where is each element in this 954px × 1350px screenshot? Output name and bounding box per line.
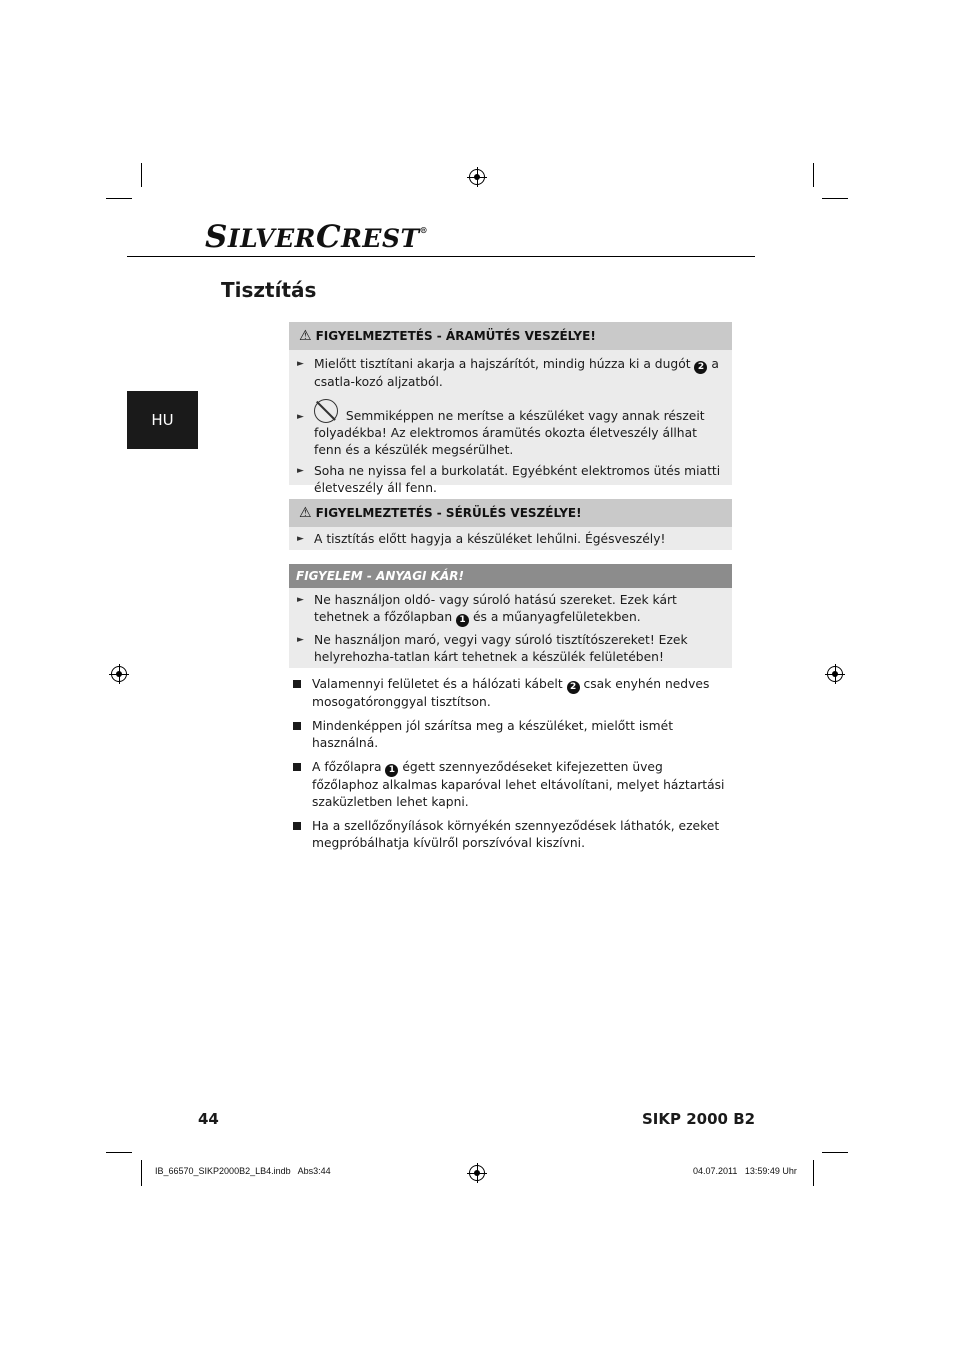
print-date-info: 04.07.2011 13:59:49 Uhr xyxy=(693,1166,797,1176)
warning-injury-heading: ⚠ FIGYELMEZTETÉS - SÉRÜLÉS VESZÉLYE! xyxy=(289,499,732,527)
part-number-badge: 1 xyxy=(456,614,469,627)
warning-triangle-icon: ⚠ xyxy=(299,504,312,521)
page-number: 44 xyxy=(198,1110,219,1128)
part-number-badge: 2 xyxy=(567,681,580,694)
warning-electric-heading: ⚠ FIGYELMEZTETÉS - ÁRAMÜTÉS VESZÉLYE! xyxy=(289,322,732,350)
list-item: Mindenképpen jól szárítsa meg a készüléket, mielőtt ismét használná. xyxy=(293,718,733,752)
list-item: Valamennyi felületet és a hálózati kábelt 2 csak enyhén nedves mosogatóronggyal tisztítson. xyxy=(293,676,733,711)
crop-mark xyxy=(822,1152,848,1153)
language-tab: HU xyxy=(127,391,198,449)
crop-mark xyxy=(141,1160,142,1186)
warning-item: ► Soha ne nyissa fel a burkolatát. Egyébként elektromos ütés miatti életveszély áll fenn. xyxy=(297,464,721,495)
registration-mark-icon xyxy=(827,666,843,682)
header-rule xyxy=(127,256,755,257)
registration-mark-icon xyxy=(469,169,485,185)
crop-mark xyxy=(141,163,142,187)
arrow-right-icon: ► xyxy=(297,635,304,645)
attention-heading: FIGYELEM - ANYAGI KÁR! xyxy=(289,564,732,588)
page-title: Tisztítás xyxy=(221,278,317,302)
warning-triangle-icon: ⚠ xyxy=(299,327,312,344)
warning-item: ► Semmiképpen ne merítse a készüléket vagy annak részeit folyadékba! Az elektromos áramütés okozta életveszély állhat fenn és a készülék megsérülhet. xyxy=(289,399,732,459)
crop-mark xyxy=(822,198,848,199)
crop-mark xyxy=(813,163,814,187)
registration-mark-icon xyxy=(111,666,127,682)
model-number: SIKP 2000 B2 xyxy=(642,1110,756,1128)
arrow-right-icon: ► xyxy=(297,534,304,544)
arrow-right-icon: ► xyxy=(297,412,304,422)
warning-injury-box xyxy=(289,499,732,550)
crop-mark xyxy=(106,1152,132,1153)
square-bullet-icon xyxy=(293,822,301,830)
crop-mark xyxy=(813,1160,814,1186)
warning-item: ► Mielőtt tisztítani akarja a hajszárítót, mindig húzza ki a dugót 2 a csatla-kozó aljzatból. xyxy=(297,357,719,389)
part-number-badge: 2 xyxy=(694,361,707,374)
crop-mark xyxy=(106,198,132,199)
brand-logo: SILVERCREST® xyxy=(205,219,429,255)
cleaning-instructions-list xyxy=(293,676,733,859)
attention-item: ► Ne használjon maró, vegyi vagy súroló tisztítószereket! Ezek helyrehozha-tatlan kárt tehetnek a készülék felületében! xyxy=(297,633,688,664)
part-number-badge: 1 xyxy=(385,764,398,777)
arrow-right-icon: ► xyxy=(297,466,304,476)
list-item: A főzőlapra 1 égett szennyeződéseket kifejezetten üveg főzőlaphoz alkalmas kaparóval lehet eltávolítani, melyet háztartási szaküzletben lehet kapni. xyxy=(293,759,733,811)
no-immersion-icon xyxy=(314,399,338,423)
square-bullet-icon xyxy=(293,680,301,688)
warning-electric-box xyxy=(289,322,732,495)
attention-box xyxy=(289,564,732,668)
list-item: Ha a szellőzőnyílások környékén szennyeződések láthatók, ezeket megpróbálhatja kívülről porszívóval kiszívni. xyxy=(293,818,733,852)
warning-item: ► A tisztítás előtt hagyja a készüléket lehűlni. Égésveszély! xyxy=(297,532,666,546)
arrow-right-icon: ► xyxy=(297,359,304,369)
print-file-info: IB_66570_SIKP2000B2_LB4.indb Abs3:44 xyxy=(155,1166,331,1176)
attention-item: ► Ne használjon oldó- vagy súroló hatású szereket. Ezek kárt tehetnek a főzőlapban 1 és a műanyagfelületekben. xyxy=(297,593,677,625)
arrow-right-icon: ► xyxy=(297,595,304,605)
square-bullet-icon xyxy=(293,722,301,730)
registration-mark-icon xyxy=(469,1165,485,1181)
square-bullet-icon xyxy=(293,763,301,771)
